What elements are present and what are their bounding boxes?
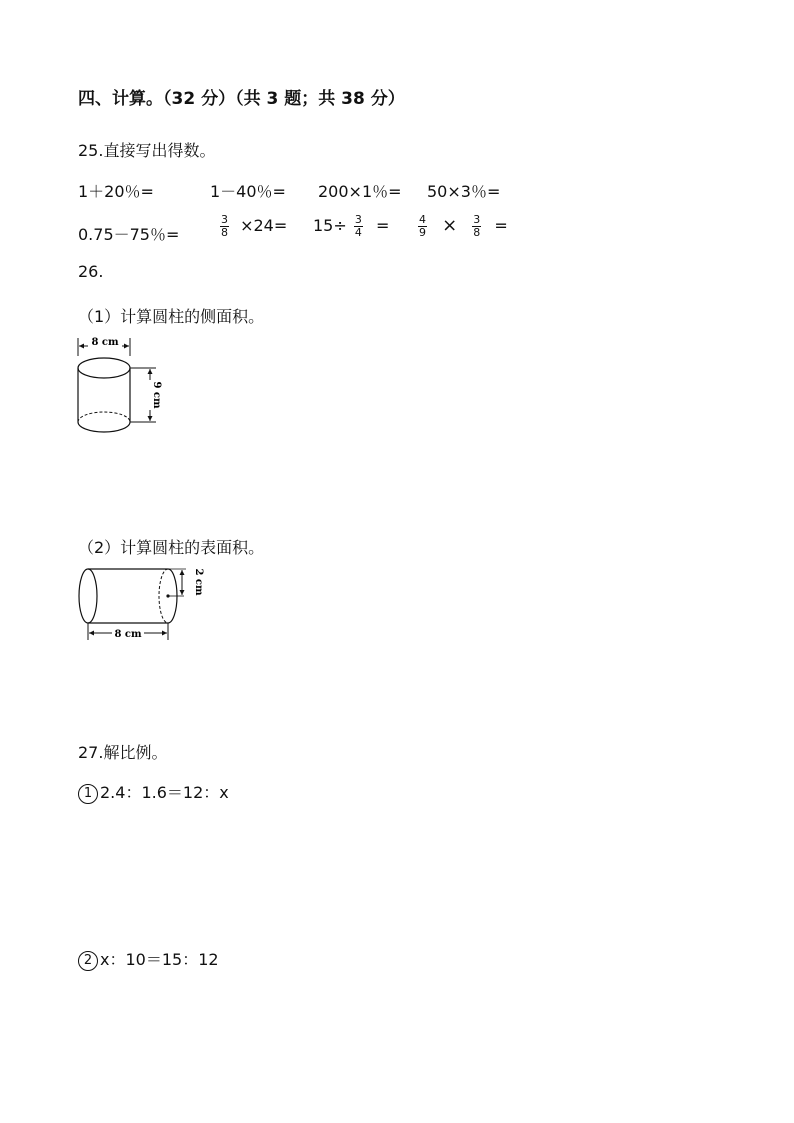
fraction-numerator: 3	[221, 213, 228, 226]
height-label: 9 cm	[151, 381, 162, 409]
diameter-label: 8 cm	[91, 337, 119, 348]
section-title: 四、计算。（32 分）（共 3 题；共 38 分）	[78, 89, 405, 109]
expr-suffix: ×24=	[240, 216, 288, 235]
circled-number-marker: 2	[78, 951, 98, 971]
fraction	[354, 214, 363, 239]
expr-2-3	[313, 214, 389, 239]
proportion-equation: 2.4：1.6＝12：x	[100, 783, 229, 802]
proportion-equation: x：10＝15：12	[100, 950, 219, 969]
expr-1-2: 1－40％=	[210, 182, 286, 201]
question-26-label: 26.	[78, 262, 104, 281]
question-27-label: 27.解比例。	[78, 743, 168, 762]
fraction	[220, 214, 229, 239]
fraction-denominator: 4	[354, 226, 362, 239]
fraction-numerator: 4	[419, 213, 426, 226]
expr-prefix: 15÷	[313, 216, 347, 235]
fraction-denominator: 8	[473, 226, 481, 239]
fraction-denominator: 8	[221, 226, 228, 239]
upright-cylinder-figure	[72, 334, 162, 438]
expr-1-3: 200×1％=	[318, 182, 402, 201]
fraction-denominator: 9	[419, 226, 426, 239]
expr-suffix: =	[494, 216, 508, 235]
fraction-numerator: 3	[473, 213, 481, 226]
circled-number-marker: 1	[78, 784, 98, 804]
expr-2-4	[416, 214, 508, 239]
expr-2-1: 0.75－75％=	[78, 225, 180, 244]
horizontal-cylinder-figure	[74, 564, 214, 644]
proportion-item-1	[78, 780, 229, 804]
fraction	[472, 214, 481, 239]
length-label: 8 cm	[114, 629, 142, 640]
multiply-sign: ×	[442, 215, 458, 236]
expr-1-1: 1＋20％=	[78, 182, 154, 201]
question-26-part2-label: （2）计算圆柱的表面积。	[78, 538, 265, 557]
fraction	[418, 214, 427, 239]
question-26-part1-label: （1）计算圆柱的侧面积。	[78, 307, 265, 326]
fraction-numerator: 3	[354, 213, 362, 226]
expr-1-4: 50×3％=	[427, 182, 501, 201]
expr-2-2	[218, 214, 287, 239]
proportion-item-2	[78, 947, 219, 971]
expr-suffix: =	[375, 216, 390, 235]
question-25-label: 25.直接写出得数。	[78, 141, 216, 160]
radius-label: 2 cm	[193, 568, 204, 596]
